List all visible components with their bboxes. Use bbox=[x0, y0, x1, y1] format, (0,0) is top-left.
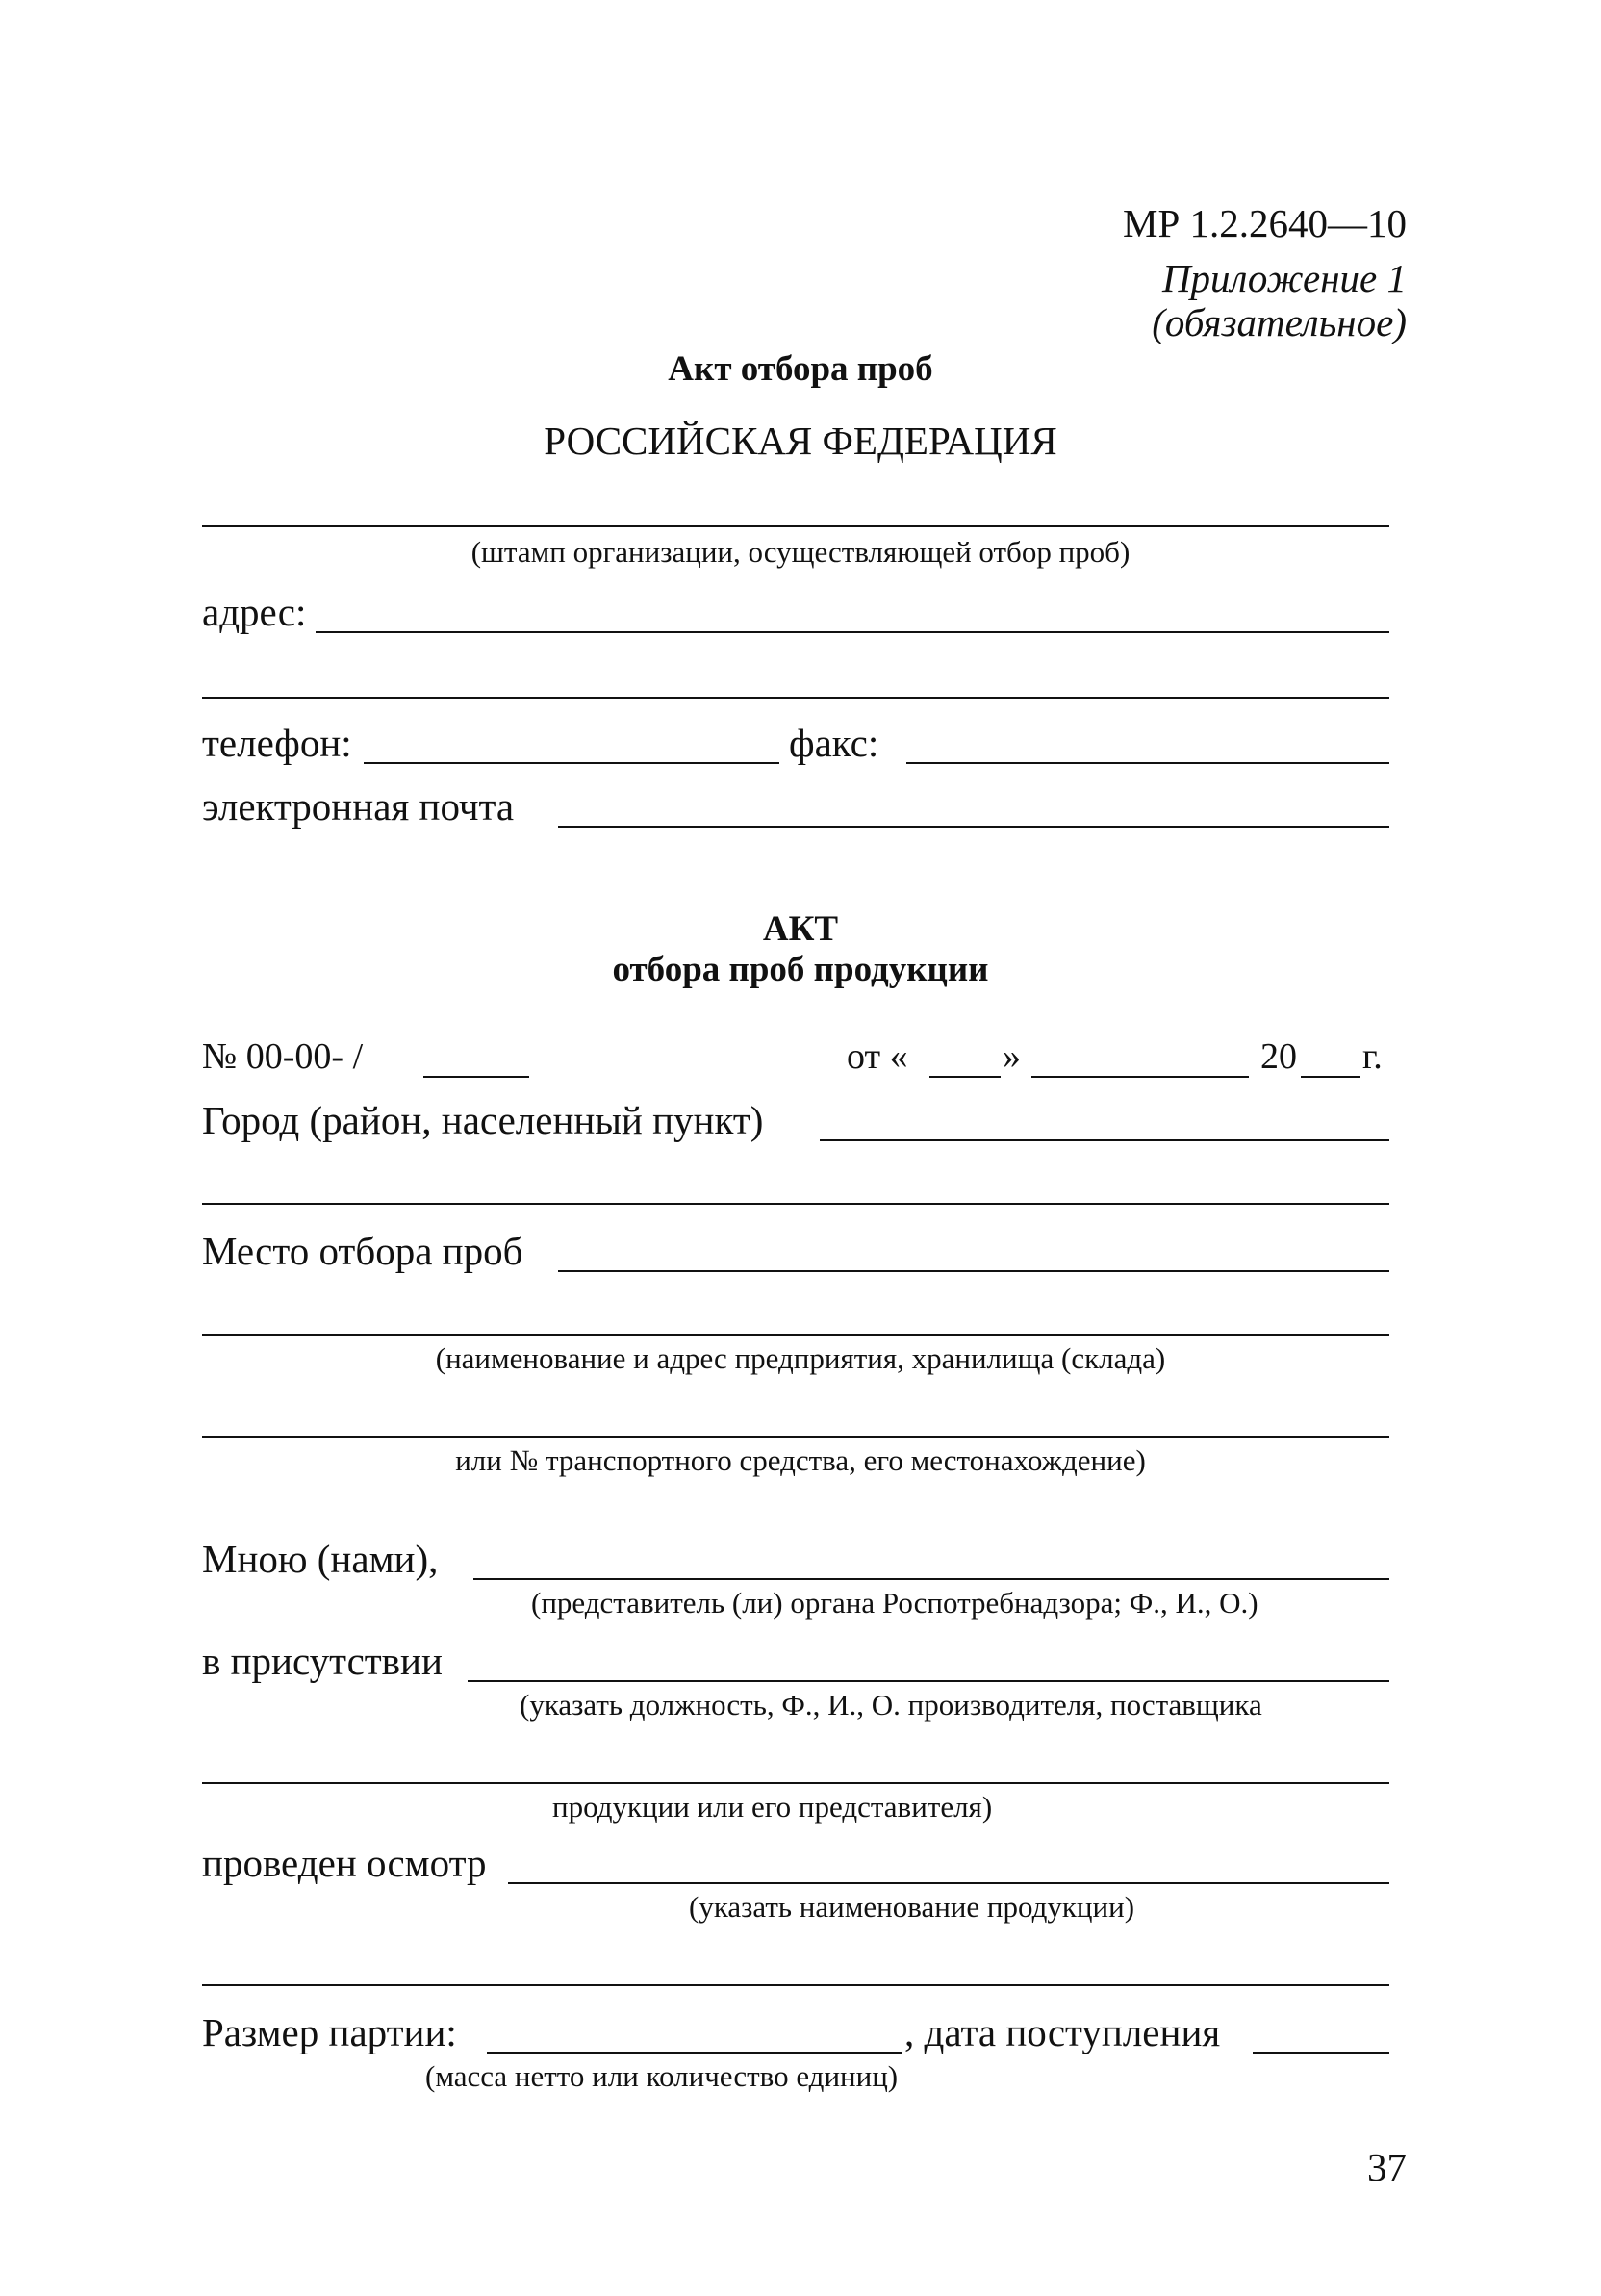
by-field[interactable] bbox=[473, 1578, 1389, 1580]
date-year-suffix: г. bbox=[1362, 1036, 1383, 1077]
presence-caption-2: продукции или его представителя) bbox=[552, 1790, 993, 1824]
place-field-line-3[interactable] bbox=[202, 1436, 1389, 1438]
page-number: 37 bbox=[1367, 2145, 1407, 2189]
date-month-field[interactable] bbox=[1031, 1076, 1249, 1078]
city-field-continued[interactable] bbox=[202, 1203, 1389, 1205]
presence-label: в присутствии bbox=[202, 1639, 443, 1683]
city-field[interactable] bbox=[820, 1139, 1389, 1141]
lot-size-label: Размер партии: bbox=[202, 2010, 457, 2054]
act-number-label: № 00-00- / bbox=[202, 1036, 364, 1077]
fax-field[interactable] bbox=[906, 762, 1389, 764]
date-from-label: от « bbox=[847, 1036, 908, 1077]
act-subheading: отбора проб продукции bbox=[612, 950, 989, 989]
city-label: Город (район, населенный пункт) bbox=[202, 1098, 764, 1142]
appendix-title: Приложение 1 bbox=[1161, 256, 1407, 300]
stamp-caption: (штамп организации, осуществляющей отбор проб) bbox=[470, 535, 1131, 569]
place-label: Место отбора проб bbox=[202, 1229, 523, 1273]
inspection-caption: (указать наименование продукции) bbox=[689, 1890, 1135, 1924]
inspection-field-continued[interactable] bbox=[202, 1984, 1389, 1986]
place-caption-2: или № транспортного средства, его местонахождение) bbox=[455, 1443, 1146, 1477]
presence-caption-1: (указать должность, Ф., И., О. производителя, поставщика bbox=[520, 1688, 1262, 1722]
arrival-date-field[interactable] bbox=[1253, 2052, 1389, 2054]
place-field-line-2[interactable] bbox=[202, 1334, 1389, 1336]
email-label: электронная почта bbox=[202, 784, 515, 829]
date-day-field[interactable] bbox=[929, 1076, 1001, 1078]
email-field[interactable] bbox=[558, 826, 1389, 828]
date-quote-close: » bbox=[1003, 1036, 1021, 1077]
address-label: адрес: bbox=[202, 590, 307, 634]
by-caption: (представитель (ли) органа Роспотребнадзора; Ф., И., О.) bbox=[531, 1586, 1258, 1620]
form-title: Акт отбора проб bbox=[668, 349, 933, 389]
presence-field-continued[interactable] bbox=[202, 1782, 1389, 1784]
address-field-continued[interactable] bbox=[202, 697, 1389, 699]
stamp-line[interactable] bbox=[202, 525, 1389, 527]
by-label: Мною (нами), bbox=[202, 1537, 439, 1581]
presence-field[interactable] bbox=[468, 1680, 1389, 1682]
document-number: МР 1.2.2640—10 bbox=[1122, 201, 1407, 245]
appendix-note: (обязательное) bbox=[1152, 300, 1407, 344]
date-year-prefix: 20 bbox=[1260, 1036, 1297, 1077]
appendix-block bbox=[1152, 256, 1407, 344]
arrival-date-label: , дата поступления bbox=[904, 2010, 1221, 2054]
fax-label: факс: bbox=[789, 721, 879, 765]
phone-label: телефон: bbox=[202, 721, 352, 765]
date-year-field[interactable] bbox=[1301, 1076, 1360, 1078]
lot-size-field[interactable] bbox=[487, 2052, 902, 2054]
inspection-field[interactable] bbox=[508, 1882, 1389, 1884]
act-number-field[interactable] bbox=[423, 1076, 529, 1078]
phone-field[interactable] bbox=[364, 762, 779, 764]
act-heading: АКТ bbox=[762, 909, 839, 949]
place-caption-1: (наименование и адрес предприятия, хранилища (склада) bbox=[435, 1341, 1166, 1375]
lot-size-caption: (масса нетто или количество единиц) bbox=[425, 2059, 899, 2093]
place-field[interactable] bbox=[558, 1270, 1389, 1272]
address-field[interactable] bbox=[316, 631, 1389, 633]
inspection-label: проведен осмотр bbox=[202, 1841, 487, 1885]
country-name: РОССИЙСКАЯ ФЕДЕРАЦИЯ bbox=[544, 419, 1057, 463]
